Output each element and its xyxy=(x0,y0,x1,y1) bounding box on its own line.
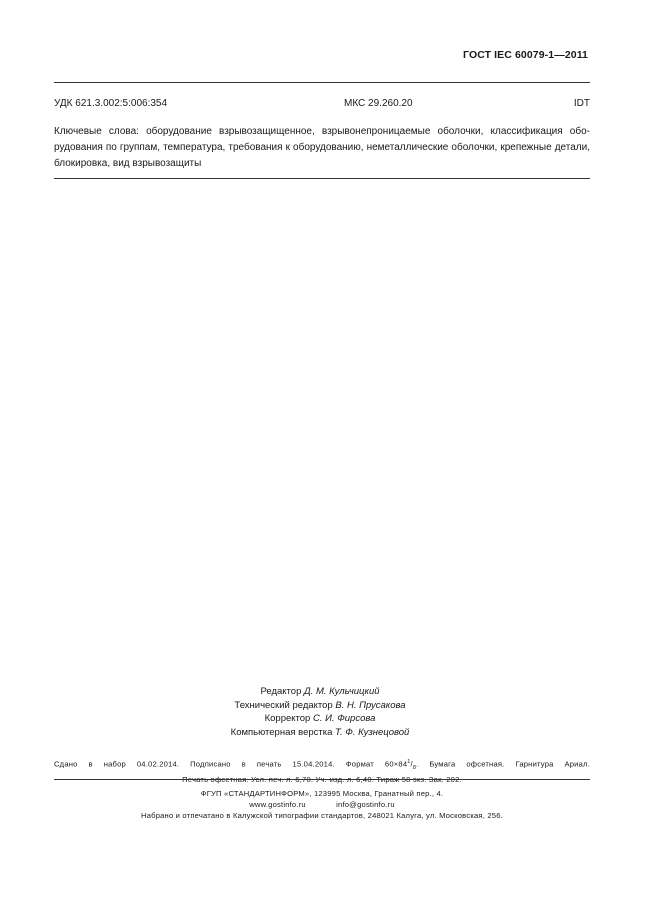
format-sub: 8 xyxy=(412,765,417,772)
credit-name: С. И. Фирсова xyxy=(312,713,376,724)
credit-tech-editor xyxy=(200,699,440,713)
classification-row xyxy=(54,98,590,112)
credit-corrector xyxy=(200,712,440,726)
udk-code: УДК 621.3.002:5:006:354 xyxy=(54,98,168,109)
credit-name: Д. М. Кульчицкий xyxy=(304,686,380,697)
credit-role: Редактор xyxy=(260,686,302,697)
credit-editor xyxy=(200,685,440,699)
publisher-block xyxy=(54,788,590,821)
keywords-divider xyxy=(54,178,590,179)
format-sup: 1 xyxy=(407,759,411,765)
keywords-block xyxy=(54,124,590,172)
standard-code: ГОСТ IEC 60079-1—2011 xyxy=(463,49,588,61)
print-info xyxy=(54,757,590,785)
mks-code: МКС 29.260.20 xyxy=(344,98,413,109)
print-info-line2: Печать офсетная. Усл. печ. л. 6,70. Уч.-изд. л. 6,40. Тираж 58 экз. Зак. 202. xyxy=(182,775,462,785)
credit-name: Т. Ф. Кузнецовой xyxy=(335,726,410,738)
footer-divider xyxy=(54,779,590,780)
credits-block xyxy=(200,685,440,739)
idt-mark: IDT xyxy=(573,98,590,109)
print-info-line1: Сдано в набор 04.02.2014. Подписано в печать 15.04.2014. Формат $60\times 84^1/_8$. Бумага офсетная. Гарнитура Ариал. xyxy=(54,759,590,772)
print-info-text: Сдано в набор 04.02.2014. Подписано в печать 15.04.2014. Формат 60×84 xyxy=(54,759,408,769)
keywords-text: оборудование взрывозащищенное, взрывонепроницаемые оболочки, классификация обо-рудования по группам, температура, требования к оборудованию, неметаллические оболочки, крепежные детали, блокировка, вид взрывозащиты xyxy=(54,126,590,169)
credit-name: В. Н. Прусакова xyxy=(335,699,406,711)
print-info-text: . Бумага офсетная. Гарнитура Ариал. xyxy=(416,759,590,769)
credit-role: Корректор xyxy=(264,713,311,724)
credit-layout xyxy=(200,726,440,740)
publisher-email[interactable]: info@gostinfo.ru xyxy=(336,800,395,809)
publisher-website[interactable]: www.gostinfo.ru xyxy=(249,800,306,809)
keywords-label: Ключевые слова: xyxy=(54,126,139,137)
credit-role: Компьютерная верстка xyxy=(230,726,333,738)
top-divider xyxy=(54,82,590,83)
publisher-address: ФГУП «СТАНДАРТИНФОРМ», 123995 Москва, Гранатный пер., 4. xyxy=(200,789,444,798)
publisher-contacts xyxy=(54,799,590,810)
printing-house: Набрано и отпечатано в Калужской типографии стандартов, 248021 Калуга, ул. Московская, 256. xyxy=(141,811,503,820)
credit-role: Технический редактор xyxy=(234,699,333,711)
